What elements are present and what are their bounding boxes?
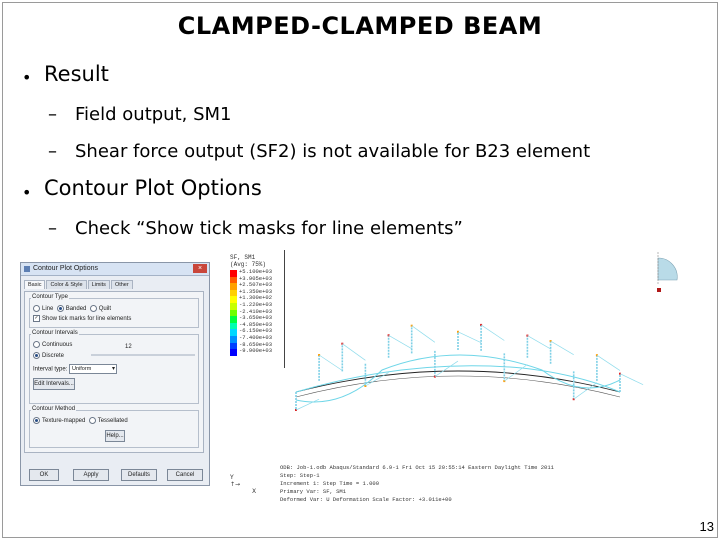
radio-tessellated-label: Tessellated	[97, 418, 128, 425]
app-icon	[24, 266, 30, 272]
tab-basic[interactable]: Basic	[24, 280, 45, 289]
tab-other[interactable]: Other	[111, 280, 133, 289]
bullet-dot: •	[22, 183, 32, 202]
defaults-button[interactable]: Defaults	[121, 469, 157, 481]
tick-connector	[342, 344, 365, 361]
contour-method-options	[33, 417, 128, 424]
legend-value: -2.410e+03	[239, 307, 273, 315]
info-line-3: Increment 1: Step Time = 1.000	[280, 480, 380, 487]
tick-connector	[458, 332, 481, 343]
radio-quilt-label: Quilt	[98, 306, 112, 313]
radio-tessellated[interactable]	[89, 417, 96, 424]
interval-type-label: Interval type:	[33, 366, 68, 373]
ok-button[interactable]: OK	[29, 469, 59, 481]
tick-connector	[412, 326, 435, 343]
contour-method-label: Contour Method	[32, 406, 76, 412]
dash: –	[48, 141, 57, 162]
contour-plot-options-dialog	[20, 262, 210, 486]
tick-connector	[551, 341, 574, 355]
sub-field-output: Field output, SM1	[75, 104, 232, 125]
radio-line-label: Line	[42, 306, 54, 313]
dialog-title: Contour Plot Options	[33, 265, 98, 272]
triad-arrows: ↑→	[230, 481, 241, 488]
radio-texture-mapped[interactable]	[33, 417, 40, 424]
bullet-dot: •	[22, 68, 32, 87]
dialog-titlebar[interactable]	[21, 263, 209, 276]
legend-value: -4.850e+03	[239, 320, 273, 328]
edit-intervals-button[interactable]: Edit Intervals...	[33, 378, 75, 390]
cancel-button[interactable]: Cancel	[167, 469, 203, 481]
sub-shear-force: Shear force output (SF2) is not available for B23 element	[75, 141, 591, 162]
radio-banded-label: Banded	[65, 306, 87, 313]
legend-value: +1.350e+03	[239, 287, 273, 295]
tick-connector	[435, 361, 458, 377]
contour-type-group	[29, 298, 199, 328]
info-line-4: Primary Var: SF, SM1	[280, 488, 347, 495]
dash: –	[48, 104, 57, 125]
tick-connector	[597, 355, 620, 370]
legend-value: -8.650e+03	[239, 340, 273, 348]
bullet-contour-options: Contour Plot Options	[44, 176, 262, 200]
contour-type-label: Contour Type	[32, 294, 68, 300]
discrete-row	[33, 352, 64, 359]
tick-mark-label: Show tick marks for line elements	[42, 316, 132, 323]
view-cube-icon	[657, 252, 677, 292]
interval-type-select[interactable]: Uniform ▾	[69, 364, 117, 374]
legend-value: +1.300e+02	[239, 294, 273, 302]
contour-type-options	[33, 305, 111, 312]
tick-connector	[389, 335, 412, 348]
odb-info	[280, 464, 554, 504]
axis-triad-icon	[230, 474, 257, 495]
tick-mark-row	[33, 315, 131, 322]
triad-x-label: X	[252, 488, 257, 495]
legend-title-line-2: (Avg: 75%)	[230, 261, 267, 268]
bullet-result: Result	[44, 62, 109, 86]
triad-y-label: Y	[230, 474, 234, 481]
abaqus-viewport[interactable]	[222, 250, 692, 512]
slide-title: CLAMPED-CLAMPED BEAM	[177, 12, 543, 40]
interval-type-row	[33, 364, 117, 374]
info-line-1: ODB: Job-1.odb Abaqus/Standard 6.9-1 Fri Oct 15 20:55:14 Eastern Daylight Time 2011	[280, 464, 554, 471]
page-number: 13	[699, 519, 714, 534]
radio-banded[interactable]	[57, 305, 64, 312]
contour-intervals-label: Contour Intervals	[32, 330, 78, 336]
legend-value: -3.650e+03	[239, 314, 273, 322]
tick-marks	[295, 324, 643, 411]
tick-connector	[319, 355, 342, 371]
legend-title-line-1: SF, SM1	[230, 254, 256, 261]
tick-connector	[481, 325, 504, 341]
tab-panel-basic	[24, 291, 204, 453]
legend-value: -7.400e+03	[239, 333, 273, 341]
sub-check-tick: Check “Show tick masks for line elements”	[75, 218, 463, 239]
legend-value: -6.150e+03	[239, 327, 273, 335]
tick-connector	[620, 374, 643, 385]
radio-line[interactable]	[33, 305, 40, 312]
apply-button[interactable]: Apply	[73, 469, 109, 481]
tab-limits[interactable]: Limits	[88, 280, 110, 289]
dash: –	[48, 218, 57, 239]
legend-value: -9.900e+03	[239, 347, 273, 355]
legend-value: -1.220e+03	[239, 300, 273, 308]
legend-value: +5.100e+03	[239, 268, 273, 275]
radio-quilt[interactable]	[90, 305, 97, 312]
contour-method-group	[29, 410, 199, 448]
help-button[interactable]: Help...	[105, 430, 125, 442]
tick-mark-checkbox[interactable]: ✓	[34, 315, 39, 321]
discrete-slider[interactable]	[91, 354, 195, 356]
dialog-tabs	[24, 280, 134, 290]
continuous-row	[33, 341, 72, 348]
info-line-2: Step: Step-1	[280, 472, 320, 479]
radio-discrete[interactable]	[33, 352, 40, 359]
legend-value: +2.507e+03	[239, 281, 273, 289]
radio-continuous-label: Continuous	[42, 342, 73, 349]
discrete-value: 12	[125, 344, 132, 350]
radio-discrete-label: Discrete	[42, 353, 65, 360]
radio-continuous[interactable]	[33, 341, 40, 348]
tick-connector	[527, 336, 550, 349]
legend-value: +3.905e+03	[239, 274, 273, 282]
info-line-5: Deformed Var: U Deformation Scale Factor: +3.011e+00	[280, 496, 452, 503]
close-icon[interactable]: ×	[193, 264, 207, 273]
tab-color-style[interactable]: Color & Style	[46, 280, 86, 289]
radio-texture-mapped-label: Texture-mapped	[42, 418, 86, 425]
